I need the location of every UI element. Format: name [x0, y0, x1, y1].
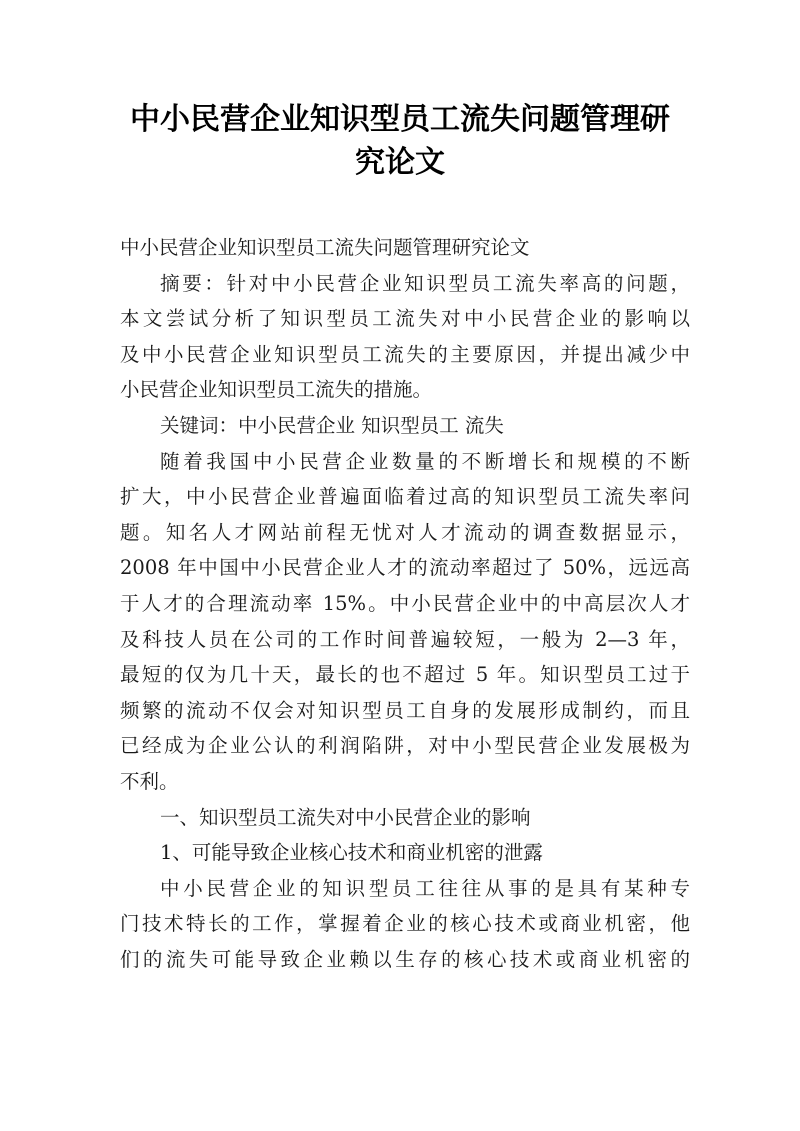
text-line: 频繁的流动不仅会对知识型员工自身的发展形成制约，而且	[120, 698, 690, 722]
text-line: 关键词：中小民营企业 知识型员工 流失	[160, 413, 504, 437]
document-body	[120, 230, 690, 977]
text-line: 小民营企业知识型员工流失的措施。	[120, 378, 433, 402]
text-line: 门技术特长的工作，掌握着企业的核心技术或商业机密，他	[120, 912, 690, 936]
text-line: 扩大，中小民营企业普遍面临着过高的知识型员工流失率问	[120, 485, 690, 509]
text-line: 1、可能导致企业核心技术和商业机密的泄露	[160, 841, 543, 865]
text-line: 一、知识型员工流失对中小民营企业的影响	[160, 805, 531, 829]
text-line: 随着我国中小民营企业数量的不断增长和规模的不断	[160, 449, 690, 473]
text-line: 们的流失可能导致企业赖以生存的核心技术或商业机密的	[120, 947, 690, 971]
title-line: 中小民营企业知识型员工流失问题管理研	[130, 102, 670, 137]
text-line: 及中小民营企业知识型员工流失的主要原因，并提出减少中	[120, 342, 690, 366]
text-line: 中小民营企业的知识型员工往往从事的是具有某种专	[160, 876, 690, 900]
text-line: 本文尝试分析了知识型员工流失对中小民营企业的影响以	[120, 307, 690, 331]
text-line: 及科技人员在公司的工作时间普遍较短，一般为 2—3 年，	[120, 627, 690, 651]
text-line: 题。知名人才网站前程无忧对人才流动的调查数据显示，	[120, 520, 690, 544]
title-line: 究论文	[355, 145, 445, 180]
text-line: 已经成为企业公认的利润陷阱，对中小型民营企业发展极为	[120, 734, 690, 758]
text-line: 2008 年中国中小民营企业人才的流动率超过了 50%，远远高	[120, 556, 690, 580]
text-line: 摘要：针对中小民营企业知识型员工流失率高的问题，	[160, 271, 690, 295]
text-line: 不利。	[120, 769, 179, 793]
text-line: 最短的仅为几十天，最长的也不超过 5 年。知识型员工过于	[120, 663, 690, 687]
text-line: 于人才的合理流动率 15%。中小民营企业中的中高层次人才	[120, 591, 690, 615]
text-line: 中小民营企业知识型员工流失问题管理研究论文	[120, 236, 530, 259]
page-title	[110, 98, 690, 184]
